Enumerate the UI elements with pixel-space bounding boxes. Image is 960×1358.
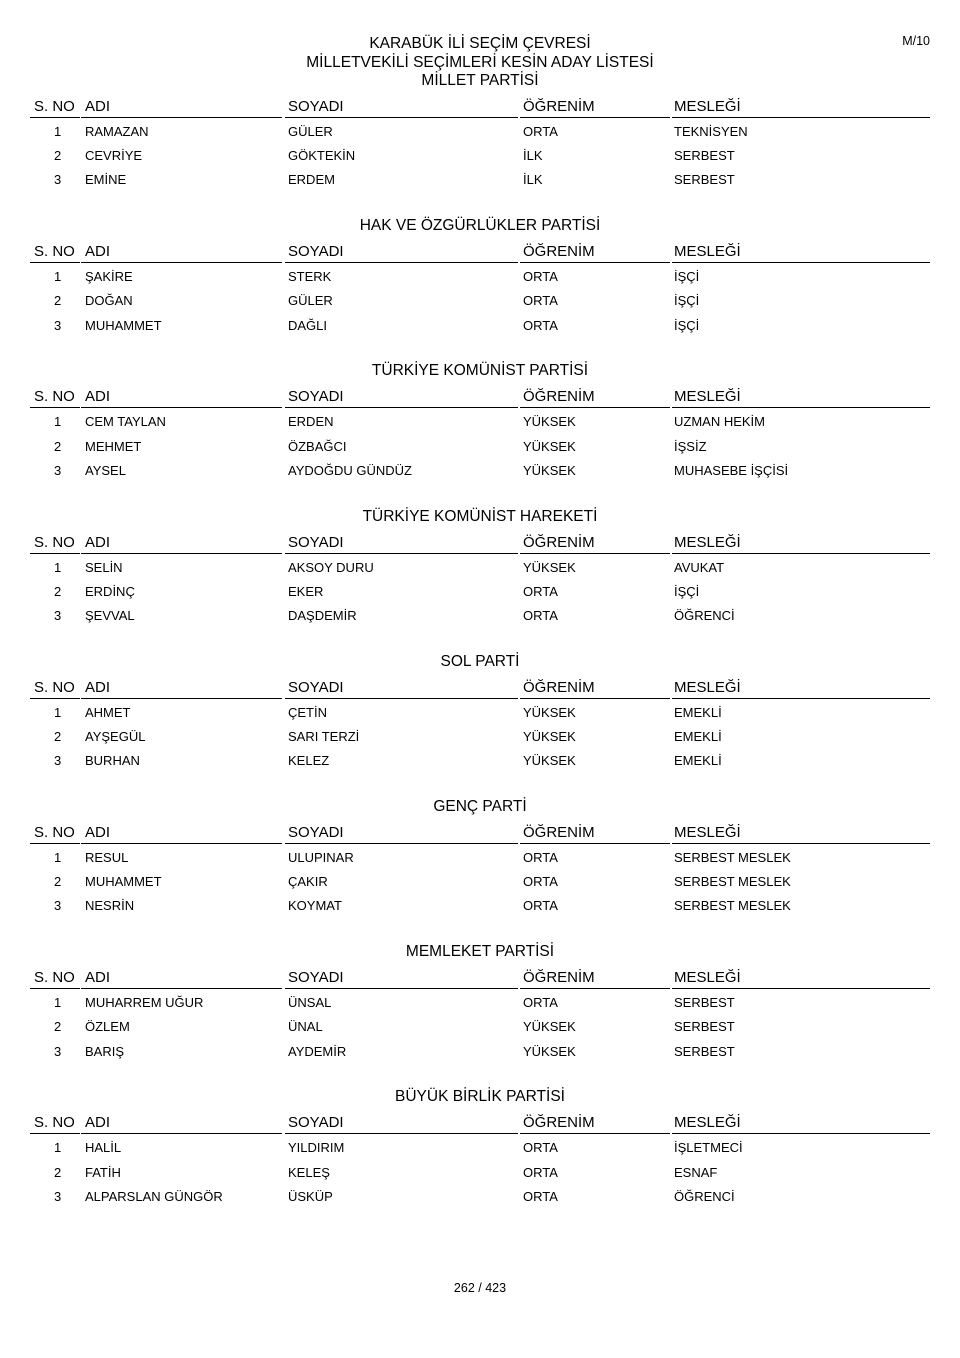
header-rule <box>672 988 930 989</box>
header-rule <box>285 698 518 699</box>
party-title: MEMLEKET PARTİSİ <box>405 943 555 961</box>
surname: GÜLER <box>288 124 333 139</box>
surname: KELEŞ <box>288 1164 330 1180</box>
header-rule <box>520 553 670 554</box>
header-rule <box>672 553 930 554</box>
surname: ÇETİN <box>288 704 327 720</box>
column-header: S. NO <box>34 1114 75 1132</box>
occupation: ÖĞRENCİ <box>674 1188 735 1204</box>
column-header: S. NO <box>34 678 75 696</box>
column-header: S. NO <box>34 969 75 987</box>
education: ORTA <box>523 1188 558 1204</box>
column-header: ÖĞRENİM <box>523 824 595 841</box>
education: YÜKSEK <box>523 559 576 575</box>
header-rule <box>672 843 930 844</box>
column-header: ADI <box>85 678 111 696</box>
first-name: ERDİNÇ <box>85 583 135 599</box>
occupation: MUHASEBE İŞÇİSİ <box>674 462 789 478</box>
surname: AYDEMİR <box>288 1043 347 1059</box>
occupation: TEKNİSYEN <box>674 124 748 139</box>
surname: STERK <box>288 269 332 285</box>
education: İLK <box>523 148 543 164</box>
doc-code: M/10 <box>902 34 930 48</box>
education: ORTA <box>523 874 558 890</box>
party-title: MİLLET PARTİSİ <box>421 72 539 89</box>
header-rule <box>81 1133 282 1134</box>
table-row <box>30 1165 930 1183</box>
column-header: ÖĞRENİM <box>523 1114 595 1132</box>
column-header: MESLEĞİ <box>674 98 741 115</box>
occupation: EMEKLİ <box>674 729 722 744</box>
occupation: SERBEST <box>674 995 735 1011</box>
header-rule <box>30 117 80 118</box>
occupation: İŞÇİ <box>674 317 700 333</box>
header-rule <box>520 988 670 989</box>
row-number: 2 <box>54 729 62 744</box>
header-rule <box>81 262 282 263</box>
row-number: 1 <box>54 414 62 430</box>
occupation: SERBEST <box>674 148 735 164</box>
table-header <box>30 969 930 989</box>
surname: KOYMAT <box>288 898 342 914</box>
surname: AKSOY DURU <box>288 559 374 575</box>
column-header: SOYADI <box>288 533 344 551</box>
row-number: 2 <box>54 874 62 890</box>
table-row <box>30 850 930 868</box>
occupation: EMEKLİ <box>674 704 722 720</box>
party-title: BÜYÜK BİRLİK PARTİSİ <box>395 1088 565 1106</box>
party-title: HAK VE ÖZGÜRLÜKLER PARTİSİ <box>359 217 601 235</box>
column-header: ADI <box>85 824 111 841</box>
table-row <box>30 1189 930 1207</box>
surname: ÜSKÜP <box>288 1188 333 1204</box>
first-name: ALPARSLAN GÜNGÖR <box>85 1188 223 1204</box>
column-header: MESLEĞİ <box>674 1114 741 1132</box>
education: ORTA <box>523 1164 558 1180</box>
row-number: 1 <box>54 124 62 139</box>
first-name: SELİN <box>85 559 123 575</box>
row-number: 1 <box>54 1140 62 1156</box>
table-row <box>30 560 930 578</box>
header-rule <box>285 262 518 263</box>
surname: DAŞDEMİR <box>288 608 357 623</box>
occupation: SERBEST MESLEK <box>674 898 791 914</box>
header-rule <box>285 407 518 408</box>
row-number: 3 <box>54 608 62 623</box>
table-row <box>30 729 930 747</box>
row-number: 3 <box>54 1043 62 1059</box>
header-rule <box>285 843 518 844</box>
first-name: MUHAMMET <box>85 874 162 890</box>
table-header <box>30 98 930 118</box>
party-title: SOL PARTİ <box>440 652 520 670</box>
occupation: SERBEST <box>674 1019 735 1035</box>
table-row <box>30 318 930 336</box>
occupation: EMEKLİ <box>674 753 722 769</box>
row-number: 3 <box>54 317 62 333</box>
column-header: ADI <box>85 98 111 115</box>
row-number: 1 <box>54 704 62 720</box>
party-title: TÜRKİYE KOMÜNİST PARTİSİ <box>371 362 589 380</box>
document-header <box>0 34 960 72</box>
occupation: İŞÇİ <box>674 583 700 599</box>
education: YÜKSEK <box>523 1043 576 1059</box>
column-header: SOYADI <box>288 1114 344 1132</box>
first-name: AHMET <box>85 704 131 720</box>
header-line-2: MİLLETVEKİLİ SEÇİMLERİ KESİN ADAY LİSTESİ <box>306 54 654 71</box>
row-number: 1 <box>54 559 62 575</box>
column-header: ÖĞRENİM <box>523 388 595 406</box>
header-rule <box>30 407 80 408</box>
education: ORTA <box>523 317 558 333</box>
header-rule <box>520 843 670 844</box>
occupation: SERBEST <box>674 172 735 188</box>
column-header: ADI <box>85 533 111 551</box>
occupation: SERBEST MESLEK <box>674 874 791 890</box>
education: YÜKSEK <box>523 729 576 744</box>
header-rule <box>672 117 930 118</box>
first-name: BURHAN <box>85 753 140 769</box>
table-header <box>30 388 930 408</box>
header-rule <box>81 117 282 118</box>
first-name: EMİNE <box>85 172 127 188</box>
column-header: MESLEĞİ <box>674 243 741 261</box>
education: YÜKSEK <box>523 753 576 769</box>
column-header: MESLEĞİ <box>674 969 741 987</box>
header-rule <box>520 698 670 699</box>
table-row <box>30 439 930 457</box>
first-name: ÖZLEM <box>85 1019 130 1035</box>
page-number: 262 / 423 <box>453 1281 507 1295</box>
first-name: DOĞAN <box>85 293 133 309</box>
first-name: RAMAZAN <box>85 124 149 139</box>
occupation: UZMAN HEKİM <box>674 414 765 430</box>
surname: ERDEN <box>288 414 334 430</box>
party-title: TÜRKİYE KOMÜNİST HAREKETİ <box>362 507 598 525</box>
column-header: ÖĞRENİM <box>523 243 595 261</box>
surname: AYDOĞDU GÜNDÜZ <box>288 462 412 478</box>
table-header <box>30 824 930 844</box>
table-row <box>30 608 930 626</box>
occupation: İŞSİZ <box>674 438 707 454</box>
header-rule <box>520 407 670 408</box>
education: ORTA <box>523 1140 558 1156</box>
table-row <box>30 269 930 287</box>
column-header: MESLEĞİ <box>674 824 741 841</box>
first-name: MUHARREM UĞUR <box>85 995 204 1011</box>
table-header <box>30 534 930 554</box>
row-number: 3 <box>54 898 62 914</box>
column-header: ÖĞRENİM <box>523 969 595 987</box>
column-header: S. NO <box>34 98 75 115</box>
column-header: S. NO <box>34 824 75 841</box>
header-rule <box>81 843 282 844</box>
header-rule <box>81 407 282 408</box>
education: İLK <box>523 172 543 188</box>
row-number: 3 <box>54 1188 62 1204</box>
table-row <box>30 995 930 1013</box>
column-header: SOYADI <box>288 98 344 115</box>
occupation: İŞÇİ <box>674 269 700 285</box>
occupation: ÖĞRENCİ <box>674 608 735 623</box>
table-row <box>30 414 930 432</box>
row-number: 2 <box>54 583 62 599</box>
first-name: NESRİN <box>85 898 135 914</box>
table-row <box>30 463 930 481</box>
surname: ERDEM <box>288 172 335 188</box>
first-name: AYŞEGÜL <box>85 729 146 744</box>
education: ORTA <box>523 293 558 309</box>
education: YÜKSEK <box>523 462 576 478</box>
column-header: S. NO <box>34 243 75 261</box>
column-header: SOYADI <box>288 969 344 987</box>
column-header: ADI <box>85 969 111 987</box>
header-rule <box>81 698 282 699</box>
education: YÜKSEK <box>523 1019 576 1035</box>
table-row <box>30 148 930 166</box>
column-header: ÖĞRENİM <box>523 98 595 115</box>
education: ORTA <box>523 608 558 623</box>
surname: ÖZBAĞCI <box>288 438 347 454</box>
occupation: SERBEST MESLEK <box>674 850 791 865</box>
column-header: MESLEĞİ <box>674 678 741 696</box>
column-header: S. NO <box>34 533 75 551</box>
header-rule <box>30 262 80 263</box>
header-rule <box>672 1133 930 1134</box>
header-rule <box>285 1133 518 1134</box>
table-row <box>30 705 930 723</box>
column-header: MESLEĞİ <box>674 388 741 406</box>
header-rule <box>285 553 518 554</box>
surname: DAĞLI <box>288 317 328 333</box>
first-name: ŞAKİRE <box>85 269 133 285</box>
header-rule <box>520 262 670 263</box>
column-header: ÖĞRENİM <box>523 678 595 696</box>
table-row <box>30 1140 930 1158</box>
row-number: 2 <box>54 1019 62 1035</box>
row-number: 3 <box>54 753 62 769</box>
first-name: CEM TAYLAN <box>85 414 166 430</box>
row-number: 3 <box>54 172 62 188</box>
table-row <box>30 874 930 892</box>
row-number: 2 <box>54 438 62 454</box>
row-number: 1 <box>54 850 62 865</box>
table-row <box>30 293 930 311</box>
column-header: ADI <box>85 243 111 261</box>
education: ORTA <box>523 124 558 139</box>
first-name: AYSEL <box>85 462 126 478</box>
row-number: 2 <box>54 1164 62 1180</box>
header-rule <box>672 698 930 699</box>
first-name: HALİL <box>85 1140 122 1156</box>
header-rule <box>30 843 80 844</box>
column-header: SOYADI <box>288 388 344 406</box>
header-rule <box>30 553 80 554</box>
surname: KELEZ <box>288 753 330 769</box>
first-name: RESUL <box>85 850 129 865</box>
first-name: MUHAMMET <box>85 317 162 333</box>
column-header: MESLEĞİ <box>674 533 741 551</box>
table-header <box>30 1114 930 1134</box>
first-name: FATİH <box>85 1164 121 1180</box>
header-line-1: KARABÜK İLİ SEÇİM ÇEVRESİ <box>369 35 591 52</box>
table-row <box>30 124 930 142</box>
header-rule <box>672 407 930 408</box>
header-rule <box>285 117 518 118</box>
header-rule <box>30 1133 80 1134</box>
surname: ÜNAL <box>288 1019 323 1035</box>
education: ORTA <box>523 583 558 599</box>
education: ORTA <box>523 898 558 914</box>
table-row <box>30 1019 930 1037</box>
column-header: ADI <box>85 1114 111 1132</box>
column-header: ADI <box>85 388 111 406</box>
occupation: SERBEST <box>674 1043 735 1059</box>
education: ORTA <box>523 850 558 865</box>
table-header <box>30 679 930 699</box>
header-rule <box>30 988 80 989</box>
column-header: SOYADI <box>288 243 344 261</box>
first-name: BARIŞ <box>85 1043 125 1059</box>
surname: ÜNSAL <box>288 995 332 1011</box>
column-header: ÖĞRENİM <box>523 533 595 551</box>
row-number: 1 <box>54 995 62 1011</box>
header-rule <box>520 117 670 118</box>
occupation: AVUKAT <box>674 559 725 575</box>
occupation: ESNAF <box>674 1164 718 1180</box>
table-row <box>30 1044 930 1062</box>
surname: EKER <box>288 583 324 599</box>
table-row <box>30 172 930 190</box>
first-name: ŞEVVAL <box>85 608 135 623</box>
surname: ULUPINAR <box>288 850 354 865</box>
education: ORTA <box>523 269 558 285</box>
first-name: MEHMET <box>85 438 142 454</box>
row-number: 3 <box>54 462 62 478</box>
surname: GÖKTEKİN <box>288 148 356 164</box>
header-rule <box>520 1133 670 1134</box>
column-header: S. NO <box>34 388 75 406</box>
table-row <box>30 753 930 771</box>
education: YÜKSEK <box>523 438 576 454</box>
party-title: GENÇ PARTİ <box>433 798 527 815</box>
header-rule <box>81 553 282 554</box>
header-rule <box>672 262 930 263</box>
occupation: İŞÇİ <box>674 293 700 309</box>
first-name: CEVRİYE <box>85 148 143 164</box>
surname: ÇAKIR <box>288 874 328 890</box>
header-rule <box>285 988 518 989</box>
occupation: İŞLETMECİ <box>674 1140 743 1156</box>
surname: SARI TERZİ <box>288 729 360 744</box>
education: ORTA <box>523 995 558 1011</box>
column-header: SOYADI <box>288 678 344 696</box>
header-rule <box>30 698 80 699</box>
education: YÜKSEK <box>523 414 576 430</box>
row-number: 2 <box>54 148 62 164</box>
column-header: SOYADI <box>288 824 344 841</box>
row-number: 1 <box>54 269 62 285</box>
table-row <box>30 898 930 916</box>
row-number: 2 <box>54 293 62 309</box>
table-header <box>30 243 930 263</box>
surname: GÜLER <box>288 293 333 309</box>
table-row <box>30 584 930 602</box>
header-rule <box>81 988 282 989</box>
surname: YILDIRIM <box>288 1140 345 1156</box>
education: YÜKSEK <box>523 704 576 720</box>
